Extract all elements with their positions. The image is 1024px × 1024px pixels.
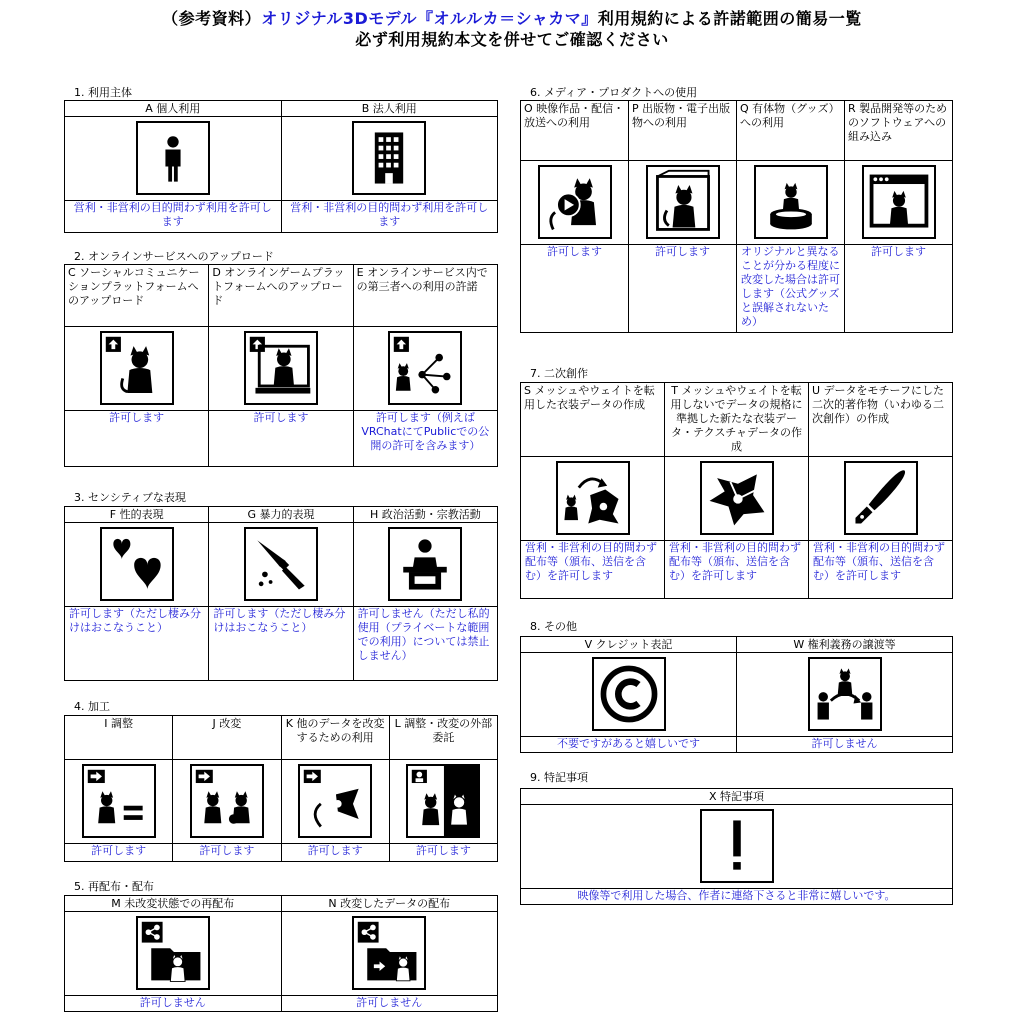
permission-text: 許可します xyxy=(199,844,255,857)
section-2-table xyxy=(64,264,498,467)
section-title-6: 6. メディア・プロダクトへの使用 xyxy=(530,86,698,99)
permission-text: 不要ですがあると嬉しいです xyxy=(557,737,700,750)
item-head-r: R 製品開発等のためのソフトウェアへの組み込み xyxy=(845,101,953,161)
building-icon xyxy=(352,121,426,195)
section-8-table xyxy=(520,636,953,753)
document-header xyxy=(0,8,1024,51)
item-head-g: G 暴力的表現 xyxy=(209,507,353,523)
outsource-icon xyxy=(406,764,480,838)
model-name: オリジナル3Dモデル『オルルカ＝シャカマ』 xyxy=(261,9,598,28)
section-3-table xyxy=(64,506,498,681)
section-title-8: 8. その他 xyxy=(530,620,577,633)
section-title-1: 1. 利用主体 xyxy=(74,86,132,99)
exclamation-icon xyxy=(700,809,774,883)
knife-icon xyxy=(244,527,318,601)
pen-icon xyxy=(844,461,918,535)
reuse-icon xyxy=(298,764,372,838)
permission-text: 許可します xyxy=(415,844,471,857)
cloth-arrow-icon xyxy=(556,461,630,535)
permission-text: 営利・非営利の目的問わず配布等（頒布、送信を含む）を許可します xyxy=(669,541,801,582)
page-title: （参考資料）オリジナル3Dモデル『オルルカ＝シャカマ』利用規約による許諾範囲の簡易一覧 xyxy=(162,9,862,28)
permission-text: 許可しません xyxy=(811,737,878,750)
permission-text: 許可します（ただし棲み分けはおこなうこと） xyxy=(213,607,346,634)
share-folder-icon xyxy=(136,916,210,990)
section-title-4: 4. 加工 xyxy=(74,700,110,713)
section-title-7: 7. 二次創作 xyxy=(530,367,588,380)
item-head-h: H 政治活動・宗教活動 xyxy=(353,507,497,523)
permission-text: 許可しません xyxy=(356,996,423,1009)
permission-text: オリジナルと異なることが分かる程度に改変した場合は許可します（公式グッズと誤解されないため） xyxy=(741,245,840,328)
item-head-e: E オンラインサービス内での第三者への利用の許諾 xyxy=(353,265,497,327)
item-head-c: C ソーシャルコミュニケーションプラットフォームへのアップロード xyxy=(65,265,209,327)
section-title-9: 9. 特記事項 xyxy=(530,771,588,784)
item-head-v: V クレジット表記 xyxy=(521,637,737,653)
item-head-l: L 調整・改変の外部委託 xyxy=(389,716,497,760)
upload-cat-icon xyxy=(100,331,174,405)
page-subtitle: 必ず利用規約本文を併せてご確認ください xyxy=(355,30,669,49)
figure-icon xyxy=(754,165,828,239)
permission-text: 営利・非営利の目的問わず配布等（頒布、送信を含む）を許可します xyxy=(525,541,657,582)
permission-text: 営利・非営利の目的問わず利用を許可します xyxy=(73,201,272,228)
item-head-d: D オンラインゲームプラットフォームへのアップロード xyxy=(209,265,353,327)
item-head-i: I 調整 xyxy=(65,716,173,760)
section-5-table xyxy=(64,895,498,1012)
podium-icon xyxy=(388,527,462,601)
item-head-f: F 性的表現 xyxy=(65,507,209,523)
hearts-icon xyxy=(100,527,174,601)
permission-text: 許可します（例えばVRChatにてPublicでの公開の許可を含みます） xyxy=(361,411,490,452)
permission-text: 許可します xyxy=(253,411,309,424)
permission-text: 営利・非営利の目的問わず利用を許可します xyxy=(290,201,489,228)
item-head-j: J 改変 xyxy=(173,716,281,760)
copyright-icon xyxy=(592,657,666,731)
permission-text: 許可します xyxy=(871,245,926,258)
permission-text: 映像等で利用した場合、作者に連絡下さると非常に嬉しいです。 xyxy=(577,889,896,902)
permission-text: 許可します xyxy=(109,411,165,424)
section-1-table xyxy=(64,100,498,233)
person-icon xyxy=(136,121,210,195)
permission-text: 許可します xyxy=(547,245,602,258)
item-head-n: N 改変したデータの配布 xyxy=(281,896,498,912)
book-cat-icon xyxy=(646,165,720,239)
permission-text: 許可します xyxy=(655,245,710,258)
section-4-table xyxy=(64,715,498,862)
section-6-table xyxy=(520,100,953,333)
item-head-o: O 映像作品・配信・放送への利用 xyxy=(521,101,629,161)
permission-text: 営利・非営利の目的問わず配布等（頒布、送信を含む）を許可します xyxy=(813,541,945,582)
item-head-b: B 法人利用 xyxy=(281,101,498,117)
section-7-table xyxy=(520,382,953,599)
item-head-q: Q 有体物（グッズ）への利用 xyxy=(737,101,845,161)
item-head-u: U データをモチーフにした二次的著作物（いわゆる二次創作）の作成 xyxy=(809,383,953,457)
item-head-x: X 特記事項 xyxy=(521,789,953,805)
section-9-table xyxy=(520,788,953,905)
modify-icon xyxy=(190,764,264,838)
item-head-m: M 未改変状態での再配布 xyxy=(65,896,282,912)
item-head-p: P 出版物・電子出版物への利用 xyxy=(629,101,737,161)
transfer-icon xyxy=(808,657,882,731)
permission-text: 許可します（ただし棲み分けはおこなうこと） xyxy=(69,607,201,634)
item-head-s: S メッシュやウェイトを転用した衣装データの作成 xyxy=(521,383,665,457)
item-head-w: W 権利義務の譲渡等 xyxy=(737,637,953,653)
share-modified-icon xyxy=(352,916,426,990)
section-title-3: 3. センシティブな表現 xyxy=(74,491,186,504)
upload-monitor-icon xyxy=(244,331,318,405)
software-icon xyxy=(862,165,936,239)
item-head-t: T メッシュやウェイトを転用しないでデータの規格に準拠した新たな衣装データ・テクスチャデータの作成 xyxy=(665,383,809,457)
section-title-5: 5. 再配布・配布 xyxy=(74,880,154,893)
video-cat-icon xyxy=(538,165,612,239)
permission-text: 許可します xyxy=(91,844,147,857)
item-head-k: K 他のデータを改変するための利用 xyxy=(281,716,389,760)
item-head-a: A 個人利用 xyxy=(65,101,282,117)
section-title-2: 2. オンラインサービスへのアップロード xyxy=(74,250,274,263)
cloth-icon xyxy=(700,461,774,535)
permission-text: 許可しません xyxy=(139,996,206,1009)
permission-text: 許可しません（ただし私的使用（プライベートな範囲での利用）については禁止しません） xyxy=(357,607,490,662)
adjust-icon xyxy=(82,764,156,838)
upload-share-icon xyxy=(388,331,462,405)
permission-text: 許可します xyxy=(307,844,363,857)
